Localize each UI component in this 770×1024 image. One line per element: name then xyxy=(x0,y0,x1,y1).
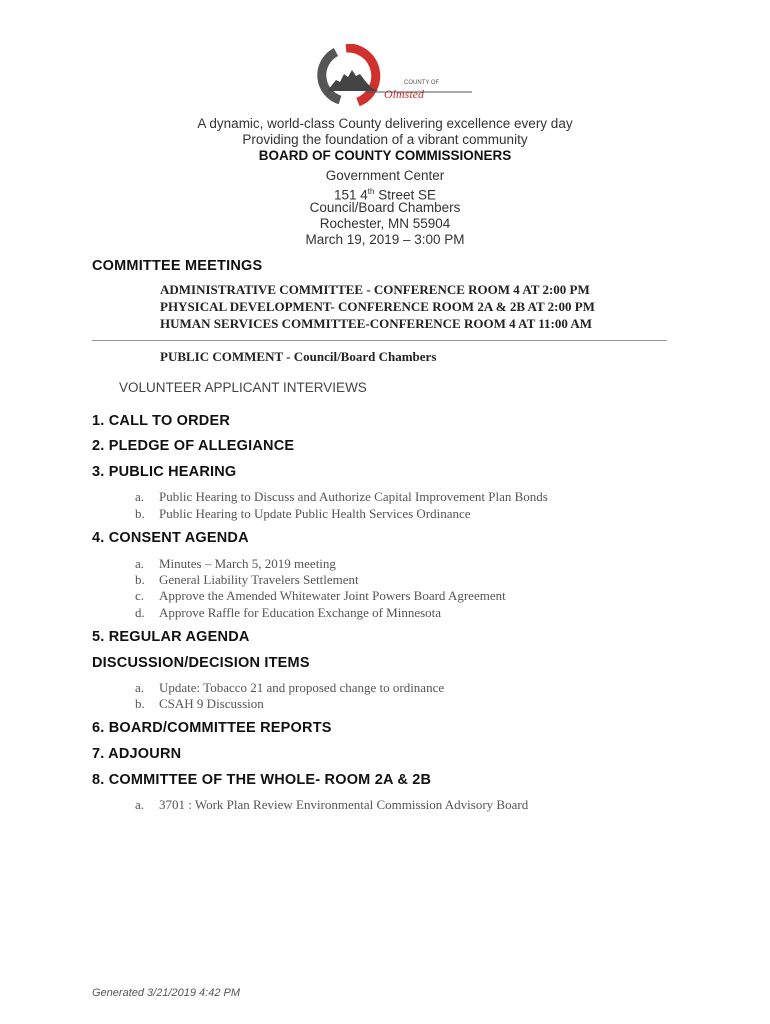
board-title: BOARD OF COUNTY COMMISSIONERS xyxy=(258,148,512,163)
meeting-datetime: March 19, 2019 – 3:00 PM xyxy=(305,232,465,247)
logo-skyline-icon xyxy=(328,70,378,91)
logo-name: Olmsted xyxy=(384,87,424,101)
committee-line: PHYSICAL DEVELOPMENT- CONFERENCE ROOM 2A & 2B AT 2:00 PM xyxy=(160,299,595,314)
subitem-letter: b. xyxy=(135,572,145,587)
agenda-item-1: 1. CALL TO ORDER xyxy=(92,413,231,429)
agenda-subitem xyxy=(135,556,336,572)
agenda-item-5: 5. REGULAR AGENDA xyxy=(92,629,250,645)
street-number: 151 4 xyxy=(334,187,368,203)
room-name: Council/Board Chambers xyxy=(309,200,461,215)
subitem-letter: a. xyxy=(135,489,145,504)
tagline-1: A dynamic, world-class County delivering excellence every day xyxy=(197,116,573,131)
agenda-item-8: 8. COMMITTEE OF THE WHOLE- ROOM 2A & 2B xyxy=(92,772,432,788)
subitem-letter: d. xyxy=(135,605,145,620)
agenda-item-4: 4. CONSENT AGENDA xyxy=(92,530,249,546)
agenda-item-6: 6. BOARD/COMMITTEE REPORTS xyxy=(92,720,332,736)
street-rest: Street SE xyxy=(374,187,436,203)
subitem-text: General Liability Travelers Settlement xyxy=(159,572,359,587)
volunteer-interviews: VOLUNTEER APPLICANT INTERVIEWS xyxy=(119,380,367,395)
agenda-subitem xyxy=(135,506,471,522)
public-comment: PUBLIC COMMENT - Council/Board Chambers xyxy=(160,349,437,364)
location-name: Government Center xyxy=(325,168,445,183)
committee-heading: COMMITTEE MEETINGS xyxy=(92,258,263,274)
subitem-text: Minutes – March 5, 2019 meeting xyxy=(159,556,336,571)
committee-line: ADMINISTRATIVE COMMITTEE - CONFERENCE ROOM 4 AT 2:00 PM xyxy=(160,282,590,297)
agenda-item-3: 3. PUBLIC HEARING xyxy=(92,464,237,480)
subitem-text: 3701 : Work Plan Review Environmental Commission Advisory Board xyxy=(159,797,529,812)
subitem-letter: a. xyxy=(135,556,145,571)
agenda-subitem xyxy=(135,696,264,712)
subitem-text: Public Hearing to Update Public Health Services Ordinance xyxy=(159,506,471,521)
logo-county-of: COUNTY OF xyxy=(404,80,440,86)
subitem-letter: b. xyxy=(135,506,145,521)
agenda-subitem xyxy=(135,588,506,604)
agenda-item-5-subheading: DISCUSSION/DECISION ITEMS xyxy=(92,655,310,671)
subitem-letter: b. xyxy=(135,696,145,711)
agenda-subitem xyxy=(135,797,528,813)
agenda-item-7: 7. ADJOURN xyxy=(92,746,182,762)
county-logo xyxy=(306,44,476,106)
generated-footer: Generated 3/21/2019 4:42 PM xyxy=(92,987,240,999)
agenda-subitem xyxy=(135,605,441,621)
agenda-subitem xyxy=(135,572,359,588)
agenda-subitem xyxy=(135,489,548,505)
agenda-subitem xyxy=(135,680,444,696)
street-ordinal: th xyxy=(367,187,375,196)
committee-line: HUMAN SERVICES COMMITTEE-CONFERENCE ROOM 4 AT 11:00 AM xyxy=(160,316,593,331)
subitem-text: Update: Tobacco 21 and proposed change to ordinance xyxy=(159,680,445,695)
subitem-text: Public Hearing to Discuss and Authorize Capital Improvement Plan Bonds xyxy=(159,489,548,504)
agenda-item-2: 2. PLEDGE OF ALLEGIANCE xyxy=(92,438,295,454)
subitem-letter: a. xyxy=(135,680,145,695)
subitem-letter: c. xyxy=(135,588,145,603)
tagline-2: Providing the foundation of a vibrant community xyxy=(242,132,528,147)
divider xyxy=(92,340,667,341)
subitem-text: CSAH 9 Discussion xyxy=(159,696,264,711)
city-state: Rochester, MN 55904 xyxy=(319,216,451,231)
subitem-text: Approve Raffle for Education Exchange of Minnesota xyxy=(159,605,442,620)
logo-gray-arc xyxy=(322,52,340,100)
subitem-letter: a. xyxy=(135,797,145,812)
subitem-text: Approve the Amended Whitewater Joint Powers Board Agreement xyxy=(159,588,506,603)
